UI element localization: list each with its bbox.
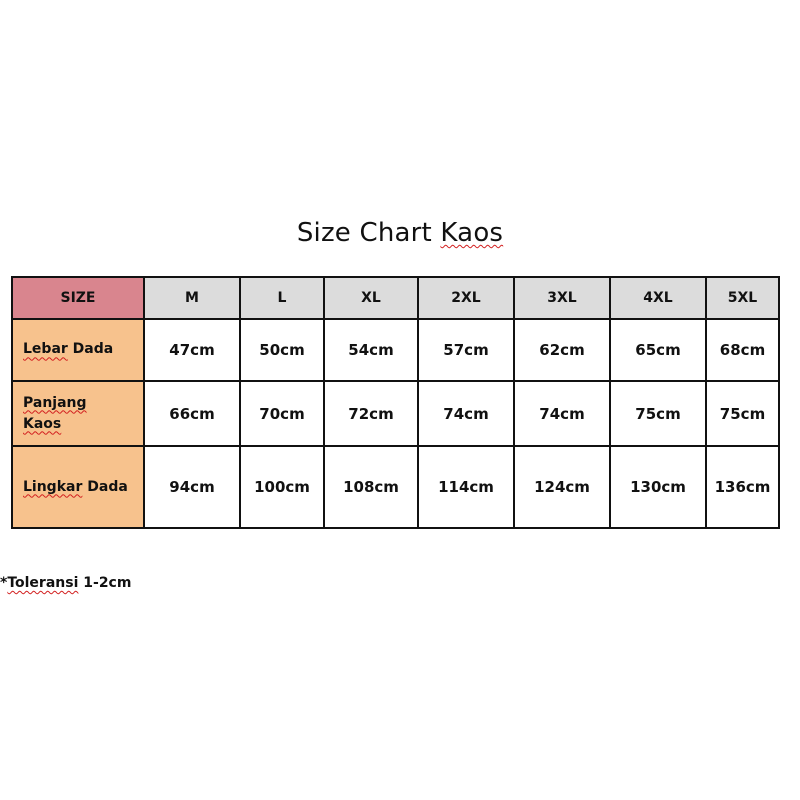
- table-row: [12, 446, 779, 528]
- table-cell: 130cm: [610, 446, 706, 528]
- table-cell: 114cm: [418, 446, 514, 528]
- table-cell: 70cm: [240, 381, 324, 446]
- table-cell: 72cm: [324, 381, 418, 446]
- row-label-part: Dada: [82, 478, 128, 495]
- table-cell: 74cm: [514, 381, 610, 446]
- size-header-label: SIZE: [12, 277, 144, 319]
- table-cell: 74cm: [418, 381, 514, 446]
- title-underlined: Kaos: [440, 218, 504, 248]
- size-l: L: [240, 277, 324, 319]
- note-prefix: *: [0, 575, 8, 591]
- table-cell: 100cm: [240, 446, 324, 528]
- table-cell: 75cm: [610, 381, 706, 446]
- size-4xl: 4XL: [610, 277, 706, 319]
- row-label-part: Dada: [67, 341, 114, 358]
- size-xl: XL: [324, 277, 418, 319]
- table-cell: 66cm: [144, 381, 240, 446]
- table-cell: 57cm: [418, 319, 514, 381]
- table-cell: 68cm: [706, 319, 779, 381]
- size-5xl: 5XL: [706, 277, 779, 319]
- size-m: M: [144, 277, 240, 319]
- table-cell: 62cm: [514, 319, 610, 381]
- note-underlined: Toleransi: [7, 575, 79, 591]
- table-cell: 108cm: [324, 446, 418, 528]
- size-chart-table: [11, 276, 780, 529]
- table-cell: 65cm: [610, 319, 706, 381]
- row-label-lingkar-dada: [12, 446, 144, 528]
- table-row: [12, 381, 779, 446]
- row-label-part: Kaos: [23, 415, 62, 432]
- table-row: [12, 319, 779, 381]
- row-label-lebar-dada: [12, 319, 144, 381]
- tolerance-note: [0, 575, 131, 591]
- row-label-panjang-kaos: [12, 381, 144, 446]
- table-cell: 136cm: [706, 446, 779, 528]
- row-label-part: Lingkar: [23, 478, 83, 495]
- title-main: Size Chart: [296, 218, 441, 248]
- table-cell: 54cm: [324, 319, 418, 381]
- table-cell: 94cm: [144, 446, 240, 528]
- size-2xl: 2XL: [418, 277, 514, 319]
- table-cell: 124cm: [514, 446, 610, 528]
- page-title: [0, 218, 800, 248]
- table-cell: 47cm: [144, 319, 240, 381]
- row-label-part: Panjang: [23, 394, 87, 411]
- table-cell: 75cm: [706, 381, 779, 446]
- size-3xl: 3XL: [514, 277, 610, 319]
- size-header-row: [12, 277, 779, 319]
- table-cell: 50cm: [240, 319, 324, 381]
- note-suffix: 1-2cm: [78, 575, 132, 591]
- row-label-part: Lebar: [23, 341, 68, 358]
